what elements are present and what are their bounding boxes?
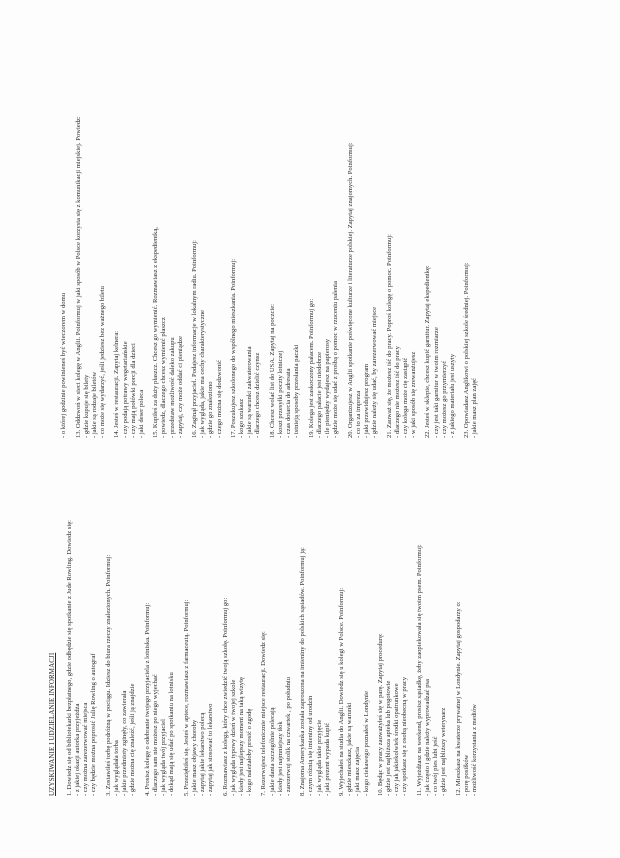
question-line: - dlaczego pałacie jest niedobrze (315, 351, 323, 438)
right-question-list (60, 118, 480, 438)
question-line: - z jakiej okazji autorka przyjeżdża (74, 703, 82, 796)
question-item (347, 118, 379, 438)
question-line: - dokąd mają się udać po spotkaniu na lotnisku (168, 672, 176, 796)
question-item (152, 118, 184, 438)
question-line: - co może się wydarzyć, jeśli jedziesz bez ważnego biletu (98, 286, 106, 438)
question-text: 9. Wyjechałeś na studia do Anglii. Dowiedz się u kolegi w Polsce. Poinformuj: (338, 587, 346, 796)
left-column (48, 496, 486, 796)
question-line: - porę posiłków (462, 754, 470, 796)
question-line: - jakie dania szczególnie polecają (268, 707, 276, 796)
question-line: - jak często i gdzie należy wyprowadzać psa (424, 679, 432, 796)
question-line: - kiedy jest najlepszy moment na taką wizytę (237, 677, 245, 796)
question-line: - kogo szukasz (238, 398, 246, 438)
question-line: - przedstaw możliwość daleko zakupu (168, 337, 176, 438)
question-text: 17. Poszukujesz szkolonego do wspólnego mieszkania. Poinformuj: (230, 258, 238, 438)
question-line: - dlaczego chcesz dzielić czynsz (254, 352, 262, 438)
question-line: - jak wyglądała torba (113, 740, 121, 796)
question-line: - zapytaj jak stosować to lekarstwo (207, 703, 214, 796)
question-item (455, 496, 479, 796)
question-item (105, 496, 137, 796)
question-line: - jaki deser poleca (137, 389, 145, 438)
question-text: 21. Zauważ się, że możesz iść do pracy. Poproś kolegę o pomoc. Poinformuj: (385, 234, 393, 438)
question-line: - w jaki sposób się zrewanżujesz (409, 351, 417, 438)
question-line: - czy będzie można poprosić Julię Rowling o autograf (90, 653, 98, 796)
question-line: - co to za impreza (354, 390, 362, 438)
question-text: 16. Zaginął przyjaciel. Podajesz informacje w lokalnym radiu. Poinformuj: (191, 240, 199, 438)
question-item (338, 496, 370, 796)
question-line: - gdzie jest najbliższa apteka lub pogotowie (385, 680, 393, 796)
question-line: - kogo ciekawego poznałeś w Londynie (362, 691, 370, 796)
question-item (183, 496, 215, 796)
question-line: - kiedy jest najmniejszy tłok (276, 721, 284, 796)
question-line: - koszt przesyłki poczty lotniczej (277, 350, 285, 438)
question-line: - gdzie kupuje się bilety (82, 374, 90, 438)
question-line: - ile pieniędzy wydajesz na papierosy (324, 338, 332, 438)
question-line: - czy spotkasz się z osobą nieobecną w pracy (401, 676, 409, 796)
question-line: - gdzie można cię znaleźć, jeśli ją znajdzie (129, 683, 137, 796)
question-line: - możliwość korzystania z mediów (471, 704, 479, 796)
question-item (60, 118, 68, 438)
question-line: - gdzie mieszkasz, jakie są warunki (346, 702, 354, 796)
question-line: - jaki przewidujesz program (362, 363, 370, 438)
question-text: 4. Prosisz kolegę o odebranie twojego przyjaciela z lotniska. Poinformuj: (143, 602, 151, 796)
question-line: - czy mają połówki porcji dla dzieci (129, 343, 137, 438)
question-item (269, 118, 301, 438)
question-line: - zarezerwuj stolik na czwartek , po południu (284, 676, 292, 796)
question-text: 20. Organizujesz w Anglii spotkanie poświęcone kulturze i literaturze polskiej. Zapytaj znajomych. Poinformuj: (346, 142, 354, 438)
question-line: - dlaczego sam nie możesz po niego wyjechać (151, 674, 159, 796)
question-line: - czy podają potrawy wegetariańskie (121, 341, 129, 438)
right-column (60, 118, 486, 438)
question-line: - jaki prezent wypada kupić (323, 722, 331, 796)
question-line: - jak wygląda typowy dzień w twojej szkole (229, 679, 237, 796)
question-item (299, 496, 331, 796)
question-line: - dlaczego nie możesz iść do pracy (393, 346, 401, 438)
question-line: - czy kolega może cię zastąpić (401, 357, 409, 438)
question-item (416, 496, 448, 796)
question-item (113, 118, 145, 438)
question-line: - gdzie może się udać z prośbą o pomoc w rzuceniu palenia (332, 281, 340, 438)
question-item (222, 496, 254, 796)
question-item (230, 118, 262, 438)
question-text: 13. Oddzwoń w sieci kolegę w Anglii. Poinformuj w jaki sposób w Polsce korzysta się z komunikacji miejskiej. Powiedz: (74, 116, 82, 438)
question-text: 8. Znajoma Amerykanka została zaproszona na imieniny do polskich sąsiadów. Poinformuj ją: (299, 547, 307, 796)
question-text: 23. Opowiadasz Anglikowi o polskiej szkole średniej. Poinformuj: (463, 262, 471, 438)
question-line: - gdzie go znaleziono (207, 381, 215, 438)
question-line: - czy jest taki garnitur w twoim rozmiarze (432, 327, 440, 438)
question-text: 5. Przeziębiłeś się. Jesteś w aptece, rozmawiasz z farmaceutą. Poinformuj: (182, 599, 190, 796)
question-line: - jaki masz zajęcia (354, 747, 362, 796)
left-question-list (66, 496, 479, 796)
question-line: - kogo należałoby prosić o zgodę (245, 708, 253, 796)
question-text: 15. Kupiłeś za duży płaszcz. Chcesz go wymienić. Rozmawiasz z ekspedientką, (152, 227, 160, 438)
question-line: - powiedz, dlaczego chcesz wymienić płaszcz (160, 317, 168, 438)
question-item (260, 496, 292, 796)
question-text: 12. Mieszkasz na kwaterze prywatnej w Londynie. Zapytaj gospodarzy o: (454, 601, 462, 796)
question-line: - zapytaj jakie lekarstwo polecą (198, 712, 206, 796)
question-item (75, 118, 107, 438)
question-line: - jakie masz objawy choroby (190, 719, 198, 796)
question-line: - z jakiego materiału jest uszyty (448, 353, 456, 438)
document-heading: UZYSKIWANIE I UDZIELANIE INFORMACJI (48, 652, 56, 796)
question-text: 3. Zostawiłeś torbę podróżną w pociągu. Idziesz do biura rzeczy znalezionych. Poinformuj: (104, 554, 112, 796)
question-line: - gdzie jest najbliższy weterynarz (440, 707, 448, 796)
question-text: 18. Chcesz wolać list do USA. Zapytaj na poczcie: (268, 303, 276, 438)
question-line: - jakie przedmioty zginęły, co zawierała (121, 690, 129, 796)
question-line: - zapytaj, czy może oddać ci pieniądze (176, 336, 184, 438)
question-text: 6. Rozmawiasz z kolegą, który chce zwiedzić twoją szkołę. Poinformuj go: (221, 597, 229, 796)
question-item (66, 496, 98, 796)
question-text: 14. Jesteś w restauracji. Zapytaj kelnera: (113, 330, 121, 438)
question-text: 7. Rezerwujesz telefonicznie miejsce restauracji. Dowiedz się: (260, 631, 268, 796)
question-line: - jak wygląda, jakie ma cechy charakterystyczne (199, 310, 207, 438)
question-text: 19. Kolega jest zaskoczony pałacem. Poinformuj go: (307, 298, 315, 438)
question-line: - czego można się dodzwonić (215, 360, 223, 438)
question-line: - jak wygląda twój przyjaciel (160, 719, 168, 796)
question-line: - istnieją sposoby przesłania paczki (293, 344, 301, 438)
question-text: 1. Dowiedz się od bibliotekarki bezpłatnego, gdzie odbędzie się spotkanie z Jude Rowling. Dowiedz się: (66, 520, 74, 796)
question-text: - o której godzinie powinieneś być wieczorem w domu (60, 292, 67, 438)
question-line: - czy można zarezerwować miejsca (82, 702, 90, 796)
question-line: - jakie są warunki zakwaterowania (246, 346, 254, 438)
question-item (386, 118, 418, 438)
question-line: - czas dotarcia do adresata (285, 368, 293, 438)
question-item (308, 118, 340, 438)
question-item (144, 496, 176, 796)
question-line: - jak wygląda takie przyjęcie (315, 719, 323, 796)
question-text: 22. Jesteś w sklepie, chcesz kupić garnitur. Zapytaj ekspedientkę: (424, 265, 432, 438)
question-item (377, 496, 409, 796)
question-item (424, 118, 456, 438)
question-line: - gdzie należy się udać, by zarezerwować miejsce (371, 306, 378, 438)
question-line: - czy możesz go przymierzyć (440, 360, 448, 438)
question-line: - jakie są rodzaje biletów (90, 371, 98, 438)
question-item (191, 118, 223, 438)
question-line: - co twój pies lubi jeść (432, 736, 440, 796)
question-text: 11. Wyjeżdżasz na weekend, prosisz sąsiadkę, żeby zaopiekowała się twoim psem. Poinformuj: (415, 544, 423, 796)
question-text: 10. Będąc w pracy zauważyłeś się w parę. Zapytaj procedurę: (377, 633, 385, 796)
question-item (463, 118, 479, 438)
question-line: - czy jak jakiekolwiek środki opatrunkowe (393, 683, 401, 796)
question-line: - jakie masz plan zajęć (471, 377, 479, 438)
question-line: - czym różnią się imieniny od urodzin (307, 695, 315, 796)
